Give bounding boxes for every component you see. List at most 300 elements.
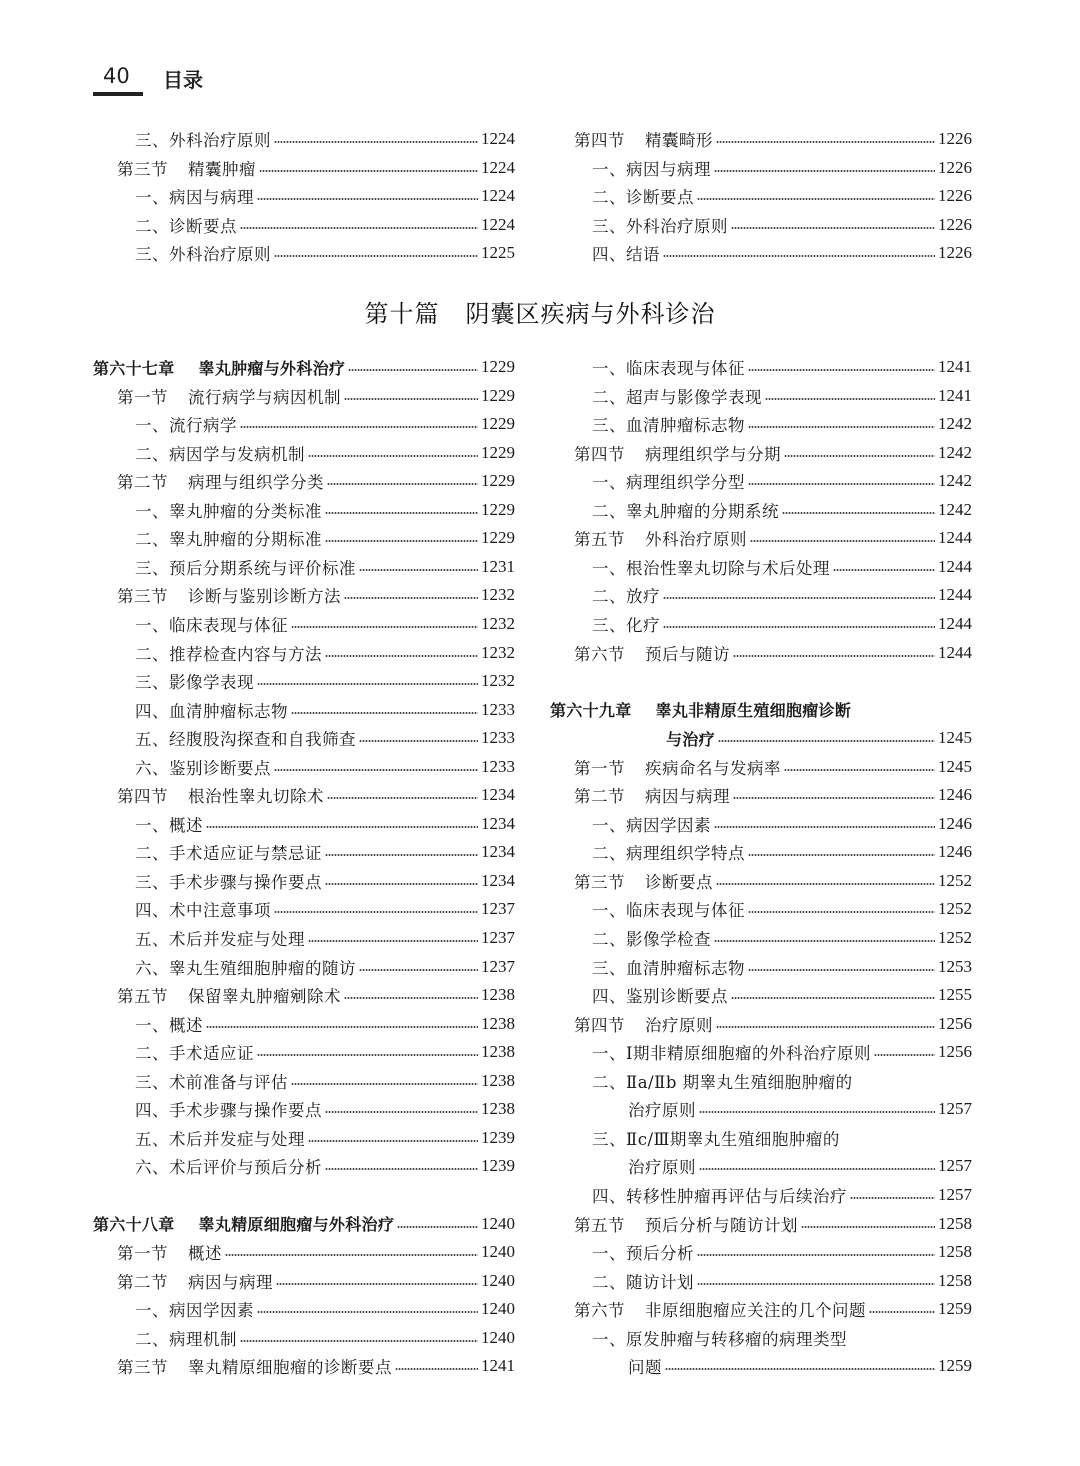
toc-entry-label: 三、外科治疗原则	[135, 131, 271, 150]
toc-entry-number: 第四节	[574, 444, 625, 464]
toc-entry-title	[574, 783, 730, 807]
toc-page-number: 1232	[481, 585, 515, 605]
dot-leader	[697, 198, 935, 200]
toc-section-row	[574, 867, 972, 895]
toc-entry-title	[117, 1240, 222, 1264]
page-header	[93, 62, 293, 102]
toc-entry-label: 四、手术步骤与操作要点	[135, 1101, 322, 1121]
toc-entry-label: 睾丸非精原生殖细胞瘤诊断	[655, 701, 852, 721]
toc-entry-title	[135, 698, 288, 722]
dot-leader	[801, 1226, 935, 1228]
toc-entry-label: 二、病理组织学特点	[592, 844, 745, 864]
dot-leader	[784, 455, 935, 457]
toc-page-number: 1226	[938, 186, 972, 206]
dot-leader	[240, 426, 478, 428]
toc-entry-label: 预后与随访	[645, 644, 730, 664]
toc-page-number: 1244	[938, 642, 972, 662]
toc-chapter-head-row	[550, 696, 972, 724]
toc-page-number: 1239	[481, 1156, 515, 1176]
toc-entry-label: 治疗原则	[628, 1101, 696, 1121]
toc-entry-title	[135, 1326, 237, 1350]
toc-item-row	[135, 125, 515, 153]
toc-item-row	[135, 953, 515, 981]
dot-leader	[259, 170, 478, 172]
toc-item-row	[592, 467, 972, 495]
toc-item-row	[592, 924, 972, 952]
toc-section-row	[117, 1238, 515, 1266]
toc-entry-title	[135, 241, 271, 265]
toc-item-row	[592, 895, 972, 923]
toc-entry-title	[592, 983, 728, 1007]
toc-section-row	[117, 154, 515, 182]
dot-leader	[748, 483, 935, 485]
toc-page-number: 1256	[938, 1042, 972, 1062]
toc-section-row	[574, 439, 972, 467]
toc-entry-label: 六、睾丸生殖细胞肿瘤的随访	[135, 958, 356, 978]
toc-entry-label: 二、影像学检查	[592, 930, 711, 949]
toc-item-row	[592, 1038, 972, 1066]
toc-entry-title	[574, 1212, 798, 1236]
header-rule	[93, 92, 143, 96]
toc-entry-title	[135, 1069, 288, 1093]
dot-leader	[784, 769, 935, 771]
toc-page-number: 1257	[938, 1184, 972, 1204]
toc-item-row	[135, 924, 515, 952]
toc-entry-title	[117, 384, 341, 408]
toc-entry-label: 六、鉴别诊断要点	[135, 758, 271, 778]
dot-leader	[359, 740, 478, 742]
toc-entry-label: 一、临床表现与体征	[592, 359, 745, 378]
toc-entry-title	[135, 869, 322, 893]
toc-section-row	[574, 753, 972, 781]
dot-leader	[733, 797, 935, 799]
dot-leader	[359, 569, 478, 571]
toc-entry-title	[574, 1297, 866, 1321]
dot-leader	[291, 1083, 478, 1085]
toc-item-row	[135, 1324, 515, 1352]
toc-item-row	[135, 439, 515, 467]
toc-page-number: 1240	[481, 1242, 515, 1262]
toc-entry-label: 睾丸肿瘤与外科治疗	[198, 358, 346, 378]
toc-entry-label: 二、超声与影像学表现	[592, 387, 762, 407]
dot-leader	[697, 1254, 935, 1256]
page-number: 40	[103, 64, 130, 88]
toc-page-number: 1234	[481, 813, 515, 833]
toc-page-number: 1258	[938, 1242, 972, 1262]
toc-item-row	[135, 696, 515, 724]
toc-entry-title	[135, 926, 305, 950]
toc-item-head-row	[592, 1124, 972, 1152]
toc-chapter-row	[93, 353, 515, 381]
toc-entry-number: 第四节	[574, 1015, 625, 1035]
dot-leader	[782, 512, 935, 514]
toc-entry-label: 病因与病理	[645, 787, 730, 807]
dot-leader	[663, 626, 935, 628]
toc-page-number: 1240	[481, 1270, 515, 1290]
dot-leader	[274, 255, 478, 257]
toc-entry-title	[135, 641, 322, 665]
toc-entry-title	[135, 127, 271, 151]
dot-leader	[714, 170, 935, 172]
toc-entry-title	[592, 156, 711, 180]
toc-entry-label: 预后分析与随访计划	[645, 1215, 798, 1235]
toc-entry-title	[135, 213, 237, 237]
toc-entry-title	[117, 583, 341, 607]
toc-entry-label: 一、临床表现与体征	[592, 901, 745, 921]
toc-entry-label: 二、Ⅱa/Ⅱb 期睾丸生殖细胞肿瘤的	[592, 1072, 853, 1092]
dot-leader	[663, 597, 935, 599]
toc-entry-label: 病理组织学与分期	[645, 444, 781, 464]
toc-item-row	[592, 610, 972, 638]
toc-entry-label: 一、根治性睾丸切除与术后处理	[592, 558, 830, 578]
toc-entry-title	[592, 1269, 694, 1293]
toc-page-number: 1252	[938, 928, 972, 947]
toc-item-row	[135, 895, 515, 923]
toc-section-row	[117, 981, 515, 1009]
toc-entry-label: 概述	[188, 1244, 222, 1264]
toc-entry-number: 第三节	[574, 872, 625, 892]
toc-entry-label: 诊断与鉴别诊断方法	[188, 587, 341, 607]
toc-entry-number: 第四节	[117, 787, 168, 807]
toc-page-number: 1234	[481, 842, 515, 862]
toc-page-number: 1238	[481, 1070, 515, 1090]
dot-leader	[240, 1340, 478, 1342]
toc-entry-label: 五、术后并发症与处理	[135, 930, 305, 949]
dot-leader	[716, 141, 935, 143]
dot-leader	[240, 227, 478, 229]
dot-leader	[325, 1111, 478, 1113]
toc-item-head-row	[592, 1067, 972, 1095]
toc-entry-label: 三、预后分期系统与评价标准	[135, 558, 356, 578]
dot-leader	[276, 1283, 478, 1285]
toc-page-number: 1257	[938, 1156, 972, 1176]
toc-entry-label: 一、病因与病理	[135, 188, 254, 208]
toc-page-number: 1229	[481, 528, 515, 548]
toc-page-number: 1240	[481, 1213, 515, 1233]
toc-page-number: 1233	[481, 699, 515, 719]
toc-item-row	[135, 239, 515, 267]
toc-item-row	[135, 610, 515, 638]
toc-entry-title	[592, 1069, 853, 1093]
toc-page-number: 1237	[481, 956, 515, 976]
toc-entry-label: 根治性睾丸切除术	[188, 787, 324, 807]
toc-entry-label: 与治疗	[666, 729, 715, 749]
toc-entry-label: 四、血清肿瘤标志物	[135, 701, 288, 721]
toc-entry-number: 第二节	[117, 473, 168, 493]
toc-entry-title	[117, 469, 324, 493]
toc-item-row	[135, 524, 515, 552]
dot-leader	[359, 969, 478, 971]
toc-page-number: 1255	[938, 985, 972, 1005]
dot-leader	[325, 655, 478, 657]
dot-leader	[308, 1140, 478, 1142]
toc-page-number: 1237	[481, 899, 515, 919]
toc-entry-title	[135, 555, 356, 579]
toc-page-number: 1226	[938, 157, 972, 177]
toc-entry-title	[135, 812, 203, 836]
toc-entry-title	[117, 783, 324, 807]
toc-page-number: 1245	[938, 756, 972, 776]
toc-entry-label: 五、术后并发症与处理	[135, 1129, 305, 1149]
dot-leader	[327, 797, 478, 799]
toc-page-number: 1229	[481, 414, 515, 434]
toc-section-row	[574, 1295, 972, 1323]
dot-leader	[325, 883, 478, 885]
dot-leader	[716, 1026, 935, 1028]
toc-page-number: 1241	[938, 385, 972, 405]
toc-page-number: 1224	[481, 129, 515, 148]
toc-item-head-row	[592, 1324, 972, 1352]
dot-leader	[225, 1254, 478, 1256]
toc-page-number: 1237	[481, 928, 515, 947]
toc-entry-title	[135, 526, 322, 550]
toc-item-row	[135, 1095, 515, 1123]
dot-leader	[325, 854, 478, 856]
toc-entry-title	[135, 755, 271, 779]
toc-page-number: 1232	[481, 642, 515, 662]
toc-entry-label: 四、转移性肿瘤再评估与后续治疗	[592, 1186, 847, 1206]
toc-page-number: 1246	[938, 785, 972, 805]
toc-entry-label: 三、化疗	[592, 615, 660, 635]
toc-entry-title	[592, 1326, 847, 1350]
toc-entry-title	[592, 1240, 694, 1264]
toc-item-row	[135, 553, 515, 581]
toc-entry-title	[117, 983, 341, 1007]
toc-entry-title	[135, 1097, 322, 1121]
toc-item-row	[592, 496, 972, 524]
toc-item-row	[592, 581, 972, 609]
toc-page-number: 1258	[938, 1213, 972, 1233]
toc-entry-label: 睾丸精原细胞瘤的诊断要点	[188, 1358, 392, 1378]
toc-item-row	[592, 353, 972, 381]
toc-chapter-cont-row	[666, 724, 972, 752]
toc-page-number: 1238	[481, 985, 515, 1005]
toc-page-number: 1253	[938, 956, 972, 976]
toc-entry-title	[574, 127, 713, 151]
toc-item-row	[592, 182, 972, 210]
toc-entry-label: 一、病因学因素	[592, 815, 711, 835]
toc-item-row	[135, 410, 515, 438]
toc-entry-title	[592, 241, 660, 265]
dot-leader	[731, 997, 935, 999]
toc-entry-number: 第五节	[574, 1215, 625, 1235]
dot-leader	[718, 740, 935, 742]
dot-leader	[274, 769, 478, 771]
toc-item-row	[592, 239, 972, 267]
toc-entry-number: 第四节	[574, 131, 625, 150]
toc-item-row	[135, 496, 515, 524]
toc-item-row	[592, 553, 972, 581]
toc-entry-title	[592, 840, 745, 864]
toc-entry-title	[574, 1012, 713, 1036]
dot-leader	[397, 1226, 478, 1228]
toc-item-row	[592, 154, 972, 182]
toc-page-number: 1238	[481, 1013, 515, 1033]
dot-leader	[714, 940, 935, 942]
dot-leader	[291, 626, 478, 628]
toc-item-row	[592, 953, 972, 981]
toc-page-number: 1244	[938, 585, 972, 605]
toc-entry-label: 二、手术适应证	[135, 1044, 254, 1064]
toc-entry-title	[592, 583, 660, 607]
toc-entry-label: 二、诊断要点	[135, 216, 237, 236]
toc-page-number: 1224	[481, 186, 515, 206]
toc-item-row	[135, 1295, 515, 1323]
dot-leader	[348, 369, 478, 371]
toc-item-row	[592, 838, 972, 866]
toc-entry-label: 问题	[628, 1358, 662, 1378]
toc-item-row	[592, 1267, 972, 1295]
toc-entry-label: 三、外科治疗原则	[592, 216, 728, 236]
toc-entry-label: 精囊畸形	[645, 131, 713, 150]
toc-entry-title	[592, 355, 745, 379]
toc-entry-label: 五、经腹股沟探查和自我筛查	[135, 730, 356, 750]
toc-item-row	[135, 838, 515, 866]
toc-page-number: 1229	[481, 357, 515, 376]
toc-page-number: 1252	[938, 870, 972, 890]
toc-page-number: 1239	[481, 1127, 515, 1147]
dot-leader	[716, 883, 935, 885]
toc-page-number: 1229	[481, 499, 515, 519]
toc-page-number: 1231	[481, 556, 515, 576]
toc-entry-title	[592, 184, 694, 208]
dot-leader	[699, 1111, 935, 1113]
toc-entry-number: 第六十八章	[93, 1215, 175, 1234]
toc-entry-title	[628, 1354, 662, 1378]
toc-item-cont-row	[628, 1352, 972, 1380]
toc-page-number: 1258	[938, 1270, 972, 1290]
dot-leader	[274, 141, 478, 143]
toc-entry-title	[592, 498, 779, 522]
toc-section-row	[117, 1352, 515, 1380]
toc-page-number: 1238	[481, 1042, 515, 1062]
toc-entry-title	[592, 812, 711, 836]
toc-page-number: 1259	[938, 1299, 972, 1319]
dot-leader	[344, 597, 478, 599]
toc-entry-label: 三、血清肿瘤标志物	[592, 416, 745, 436]
toc-entry-title	[117, 1269, 273, 1293]
toc-entry-number: 第六十九章	[550, 701, 632, 721]
toc-entry-title	[135, 184, 254, 208]
toc-item-row	[135, 1010, 515, 1038]
toc-entry-title	[135, 412, 237, 436]
toc-entry-title	[574, 441, 781, 465]
toc-entry-title	[135, 1012, 203, 1036]
toc-entry-number: 第五节	[574, 530, 625, 550]
part-title	[0, 294, 1080, 329]
toc-entry-label: 二、睾丸肿瘤的分期系统	[592, 501, 779, 521]
toc-entry-title	[592, 384, 762, 408]
toc-item-row	[592, 810, 972, 838]
dot-leader	[869, 1311, 935, 1313]
toc-entry-label: 六、术后评价与预后分析	[135, 1158, 322, 1178]
dot-leader	[833, 569, 935, 571]
toc-entry-label: 疾病命名与发病率	[645, 758, 781, 778]
toc-item-row	[592, 1181, 972, 1209]
toc-item-cont-row	[628, 1152, 972, 1180]
toc-item-row	[592, 981, 972, 1009]
dot-leader	[665, 1368, 935, 1370]
dot-leader	[206, 826, 478, 828]
toc-entry-label: 四、鉴别诊断要点	[592, 987, 728, 1007]
toc-item-row	[592, 382, 972, 410]
dot-leader	[308, 940, 478, 942]
dot-leader	[257, 683, 478, 685]
toc-section-row	[574, 781, 972, 809]
toc-entry-label: 一、Ⅰ期非精原细胞瘤的外科治疗原则	[592, 1044, 872, 1064]
dot-leader	[308, 455, 478, 457]
toc-entry-label: 二、随访计划	[592, 1272, 694, 1292]
toc-entry-title	[628, 1097, 696, 1121]
toc-item-row	[135, 211, 515, 239]
toc-entry-title	[574, 755, 781, 779]
toc-page-number: 1240	[481, 1327, 515, 1347]
toc-item-row	[135, 867, 515, 895]
toc-entry-label: 一、预后分析	[592, 1244, 694, 1264]
toc-page-number: 1224	[481, 157, 515, 177]
toc-entry-number: 第六十七章	[93, 358, 175, 378]
dot-leader	[714, 826, 935, 828]
toc-section-row	[117, 1267, 515, 1295]
toc-entry-label: 病理与组织学分类	[188, 473, 324, 493]
toc-entry-number: 第二节	[574, 787, 625, 807]
toc-page-number: 1233	[481, 756, 515, 776]
toc-entry-label: 二、病理机制	[135, 1329, 237, 1349]
toc-item-row	[135, 182, 515, 210]
toc-entry-title	[117, 156, 256, 180]
toc-entry-title	[135, 726, 356, 750]
dot-leader	[850, 1197, 935, 1199]
toc-entry-number: 第六节	[574, 1301, 625, 1321]
toc-page-number: 1242	[938, 414, 972, 434]
dot-leader	[344, 398, 478, 400]
toc-entry-title	[135, 955, 356, 979]
toc-entry-label: 治疗原则	[645, 1015, 713, 1035]
toc-entry-title	[592, 897, 745, 921]
toc-entry-label: 诊断要点	[645, 872, 713, 892]
toc-entry-label: 精囊肿瘤	[188, 159, 256, 179]
toc-entry-title	[135, 897, 271, 921]
toc-entry-number: 第一节	[117, 387, 168, 407]
toc-entry-label: 四、术中注意事项	[135, 901, 271, 921]
toc-item-row	[135, 753, 515, 781]
dot-leader	[344, 997, 478, 999]
toc-entry-title	[592, 1126, 840, 1150]
header-title: 目录	[163, 68, 203, 92]
toc-entry-title	[592, 412, 745, 436]
toc-page-number: 1234	[481, 785, 515, 805]
toc-entry-title	[574, 869, 713, 893]
toc-entry-title	[135, 498, 322, 522]
dot-leader	[257, 1311, 478, 1313]
toc-page-number: 1240	[481, 1299, 515, 1319]
toc-page-number: 1225	[481, 243, 515, 263]
toc-entry-label: 一、原发肿瘤与转移瘤的病理类型	[592, 1329, 847, 1349]
dot-leader	[748, 969, 935, 971]
toc-entry-title	[628, 1154, 696, 1178]
toc-entry-label: 非原细胞瘤应关注的几个问题	[645, 1301, 866, 1321]
toc-entry-label: 二、手术适应证与禁忌证	[135, 844, 322, 864]
toc-entry-label: 三、血清肿瘤标志物	[592, 958, 745, 978]
toc-section-row	[117, 781, 515, 809]
toc-entry-number: 第三节	[117, 1358, 168, 1378]
toc-entry-title	[135, 1297, 254, 1321]
toc-page-number: 1241	[938, 357, 972, 376]
toc-page-number: 1259	[938, 1356, 972, 1376]
toc-page-number: 1229	[481, 471, 515, 491]
toc-entry-label: 一、病理组织学分型	[592, 473, 745, 493]
dot-leader	[697, 1283, 935, 1285]
